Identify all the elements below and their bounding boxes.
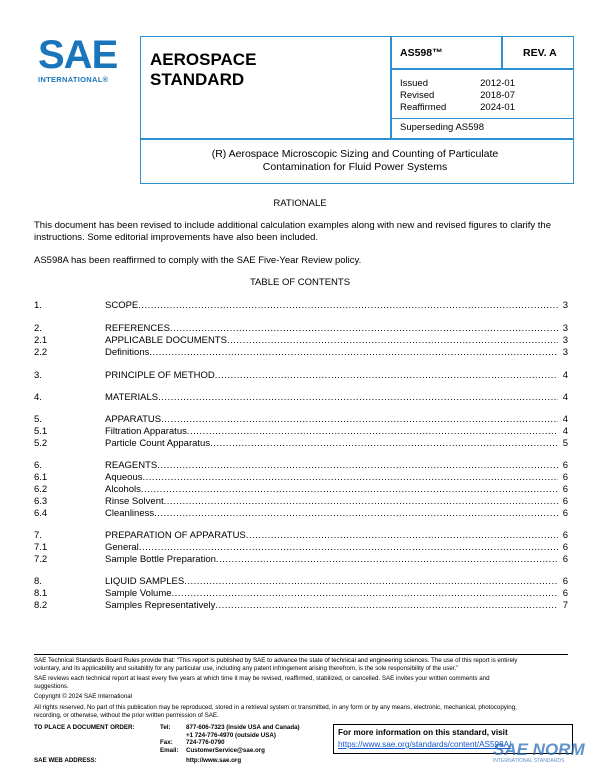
toc-page-number: 6 (562, 496, 568, 507)
toc-page-number: 3 (562, 323, 568, 334)
toc-number: 6. (34, 460, 42, 471)
toc-leader-dots (161, 414, 558, 426)
rationale-line: instructions. Some editorial improvements have also been included. (34, 232, 319, 243)
toc-page-number: 4 (562, 426, 568, 437)
toc-entry[interactable] (34, 542, 568, 554)
toc-title: APPLICABLE DOCUMENTS (105, 335, 227, 346)
toc-number: 2. (34, 323, 42, 334)
document-number: AS598™ (400, 47, 443, 59)
toc-page-number: 6 (562, 460, 568, 471)
toc-leader-dots (184, 576, 558, 588)
date-value: 2012-01 (480, 78, 515, 89)
toc-leader-dots (216, 554, 558, 566)
toc-number: 8.2 (34, 600, 48, 611)
toc-number: 8.1 (34, 588, 48, 599)
toc-title: Alcohols (105, 484, 141, 495)
toc-page-number: 6 (562, 530, 568, 541)
toc-number: 6.3 (34, 496, 48, 507)
toc-number: 5. (34, 414, 42, 425)
toc-title: Samples Representatively (105, 600, 216, 611)
toc-entry[interactable] (34, 414, 568, 426)
toc-number: 7.2 (34, 554, 48, 565)
toc-entry[interactable] (34, 484, 568, 496)
toc-page-number: 4 (562, 414, 568, 425)
toc-entry[interactable] (34, 588, 568, 600)
toc-entry[interactable] (34, 472, 568, 484)
toc-page-number: 4 (562, 392, 568, 403)
document-title-line1: (R) Aerospace Microscopic Sizing and Counting of Particulate (211, 148, 499, 160)
rationale-line: This document has been revised to include additional calculation examples along with new and revised figures to clarify the (34, 220, 551, 231)
toc-leader-dots (215, 370, 558, 382)
toc-title: Definitions (105, 347, 150, 358)
toc-heading: TABLE OF CONTENTS (249, 277, 351, 288)
watermark (493, 740, 598, 774)
toc-title: APPARATUS (105, 414, 162, 425)
toc-entry[interactable] (34, 576, 568, 588)
toc-page-number: 3 (562, 335, 568, 346)
toc-number: 4. (34, 392, 42, 403)
toc-title: REFERENCES (105, 323, 170, 334)
toc-number: 3. (34, 370, 42, 381)
toc-leader-dots (141, 484, 558, 496)
toc-number: 8. (34, 576, 42, 587)
date-value: 2024-01 (480, 102, 515, 113)
toc-title: Sample Bottle Preparation (105, 554, 216, 565)
toc-leader-dots (215, 600, 558, 612)
toc-title: LIQUID SAMPLES (105, 576, 185, 587)
toc-leader-dots (164, 496, 558, 508)
toc-title: Cleanliness (105, 508, 155, 519)
review-policy-line: suggestions. (34, 682, 69, 690)
toc-page-number: 6 (562, 472, 568, 483)
standard-type (150, 50, 370, 90)
toc-entry[interactable] (34, 600, 568, 612)
toc-page-number: 6 (562, 508, 568, 519)
toc-leader-dots (139, 542, 558, 554)
toc-entry[interactable] (34, 300, 568, 312)
toc-page-number: 6 (562, 588, 568, 599)
standard-type-line2: STANDARD (150, 70, 245, 89)
toc-page-number: 6 (562, 554, 568, 565)
toc-leader-dots (157, 460, 558, 472)
contact-labels (160, 724, 179, 754)
logo-mark: SAE (38, 33, 118, 77)
rationale-heading: RATIONALE (273, 198, 327, 209)
rationale-paragraph-2: AS598A has been reaffirmed to comply with the SAE Five-Year Review policy. (34, 255, 362, 266)
toc-leader-dots (227, 335, 558, 347)
toc-number: 6.1 (34, 472, 48, 483)
toc-number: 5.2 (34, 438, 48, 449)
date-row-issued (400, 78, 515, 90)
toc-leader-dots (154, 508, 558, 520)
rights-line: recording, or otherwise, without the prior written permission of SAE. (34, 711, 219, 719)
review-policy-line: SAE reviews each technical report at least every five years at which time it may be revised, reaffirmed, stabilized, or cancelled. SAE invites your written comments and (34, 675, 490, 683)
toc-page-number: 6 (562, 484, 568, 495)
toc-title: Filtration Apparatus (105, 426, 187, 437)
toc-entry[interactable] (34, 438, 568, 450)
standard-type-line1: AEROSPACE (150, 50, 257, 69)
email-label: Email: (160, 746, 179, 754)
toc-entry[interactable] (34, 392, 568, 404)
superseding-note: Superseding AS598 (400, 122, 484, 133)
toc-entry[interactable] (34, 530, 568, 542)
contact-values (186, 724, 300, 754)
toc-number: 2.1 (34, 335, 48, 346)
toc-entry[interactable] (34, 426, 568, 438)
more-info-link[interactable]: https://www.sae.org/standards/content/AS598A/ (338, 740, 512, 749)
toc-entry[interactable] (34, 335, 568, 347)
date-label: Revised (400, 90, 435, 101)
toc-page-number: 3 (562, 300, 568, 311)
toc-title: Aqueous (105, 472, 143, 483)
watermark-subtext: INTERNATIONAL STANDARDS (493, 758, 565, 764)
toc-entry[interactable] (34, 496, 568, 508)
toc-leader-dots (187, 426, 558, 438)
date-value: 2018-07 (480, 90, 515, 101)
toc-leader-dots (138, 300, 558, 312)
toc-leader-dots (246, 530, 558, 542)
toc-title: REAGENTS (105, 460, 158, 471)
email-value[interactable]: CustomerService@sae.org (186, 746, 265, 754)
board-rules-line: voluntary, and its applicability and suitability for any particular use, including any patent infringement arising therefrom, is the sole responsibility of the user.” (34, 664, 459, 672)
rationale-paragraph-1 (34, 220, 574, 244)
toc-page-number: 6 (562, 542, 568, 553)
toc-title: Rinse Solvent (105, 496, 164, 507)
toc-number: 5.1 (34, 426, 48, 437)
toc-leader-dots (170, 323, 558, 335)
toc-page-number: 3 (562, 347, 568, 358)
date-history (400, 78, 515, 114)
document-title (140, 148, 570, 174)
toc-leader-dots (149, 347, 558, 359)
sae-logo (38, 33, 123, 84)
date-label: Issued (400, 78, 428, 89)
copyright-line: Copyright © 2024 SAE International (34, 693, 133, 701)
toc-title: PREPARATION OF APPARATUS (105, 530, 246, 541)
logo-subtext: INTERNATIONAL® (38, 75, 109, 84)
date-row-revised (400, 90, 515, 102)
toc-leader-dots (158, 392, 558, 404)
web-label: SAE WEB ADDRESS: (34, 757, 97, 764)
toc-entry[interactable] (34, 460, 568, 472)
footer-divider (34, 654, 568, 655)
more-info-title: For more information on this standard, visit (338, 728, 508, 737)
toc-number: 2.2 (34, 347, 48, 358)
toc-number: 7.1 (34, 542, 48, 553)
toc-number: 6.2 (34, 484, 48, 495)
toc-title: Particle Count Apparatus (105, 438, 211, 449)
toc-leader-dots (143, 472, 558, 484)
fax-value: 724-776-0790 (186, 739, 225, 747)
watermark-text: SAE NORM (493, 740, 585, 759)
toc-number: 7. (34, 530, 42, 541)
toc-number: 1. (34, 300, 42, 311)
tel-label: Tel: (160, 724, 171, 731)
toc-entry[interactable] (34, 554, 568, 566)
toc-page-number: 6 (562, 576, 568, 587)
toc-entry[interactable] (34, 323, 568, 335)
date-label: Reaffirmed (400, 102, 447, 113)
document-title-line2: Contamination for Fluid Power Systems (262, 161, 448, 173)
toc-title: Sample Volume (105, 588, 172, 599)
toc-entry[interactable] (34, 370, 568, 382)
toc-title: SCOPE (105, 300, 139, 311)
tel-value-intl[interactable]: +1 724-776-4970 (outside USA) (186, 731, 276, 739)
dates-divider (391, 118, 573, 119)
toc-leader-dots (172, 588, 558, 600)
toc-entry[interactable] (34, 508, 568, 520)
toc-page-number: 4 (562, 370, 568, 381)
tel-value[interactable]: 877-606-7323 (inside USA and Canada) (186, 724, 300, 731)
toc-leader-dots (210, 438, 558, 450)
revision-label: REV. A (523, 47, 557, 59)
fax-label: Fax: (160, 739, 173, 747)
footer-text (34, 657, 568, 719)
toc-page-number: 5 (562, 438, 568, 449)
toc-page-number: 7 (562, 600, 568, 611)
date-row-reaffirmed (400, 102, 515, 114)
order-label: TO PLACE A DOCUMENT ORDER: (34, 724, 135, 731)
toc-entry[interactable] (34, 347, 568, 359)
board-rules-line: SAE Technical Standards Board Rules provide that: “This report is published by SAE to advance the state of technical and engineering sciences. The use of this report is entirely (34, 657, 518, 664)
toc-number: 6.4 (34, 508, 48, 519)
toc-title: PRINCIPLE OF METHOD (105, 370, 215, 381)
rights-line: All rights reserved. No part of this publication may be reproduced, stored in a retrieval system or transmitted, in any form or by any means, electronic, mechanical, photocopying, (34, 703, 517, 711)
web-value[interactable]: http://www.sae.org (186, 757, 242, 764)
toc-title: General (105, 542, 139, 553)
toc-title: MATERIALS (105, 392, 159, 403)
